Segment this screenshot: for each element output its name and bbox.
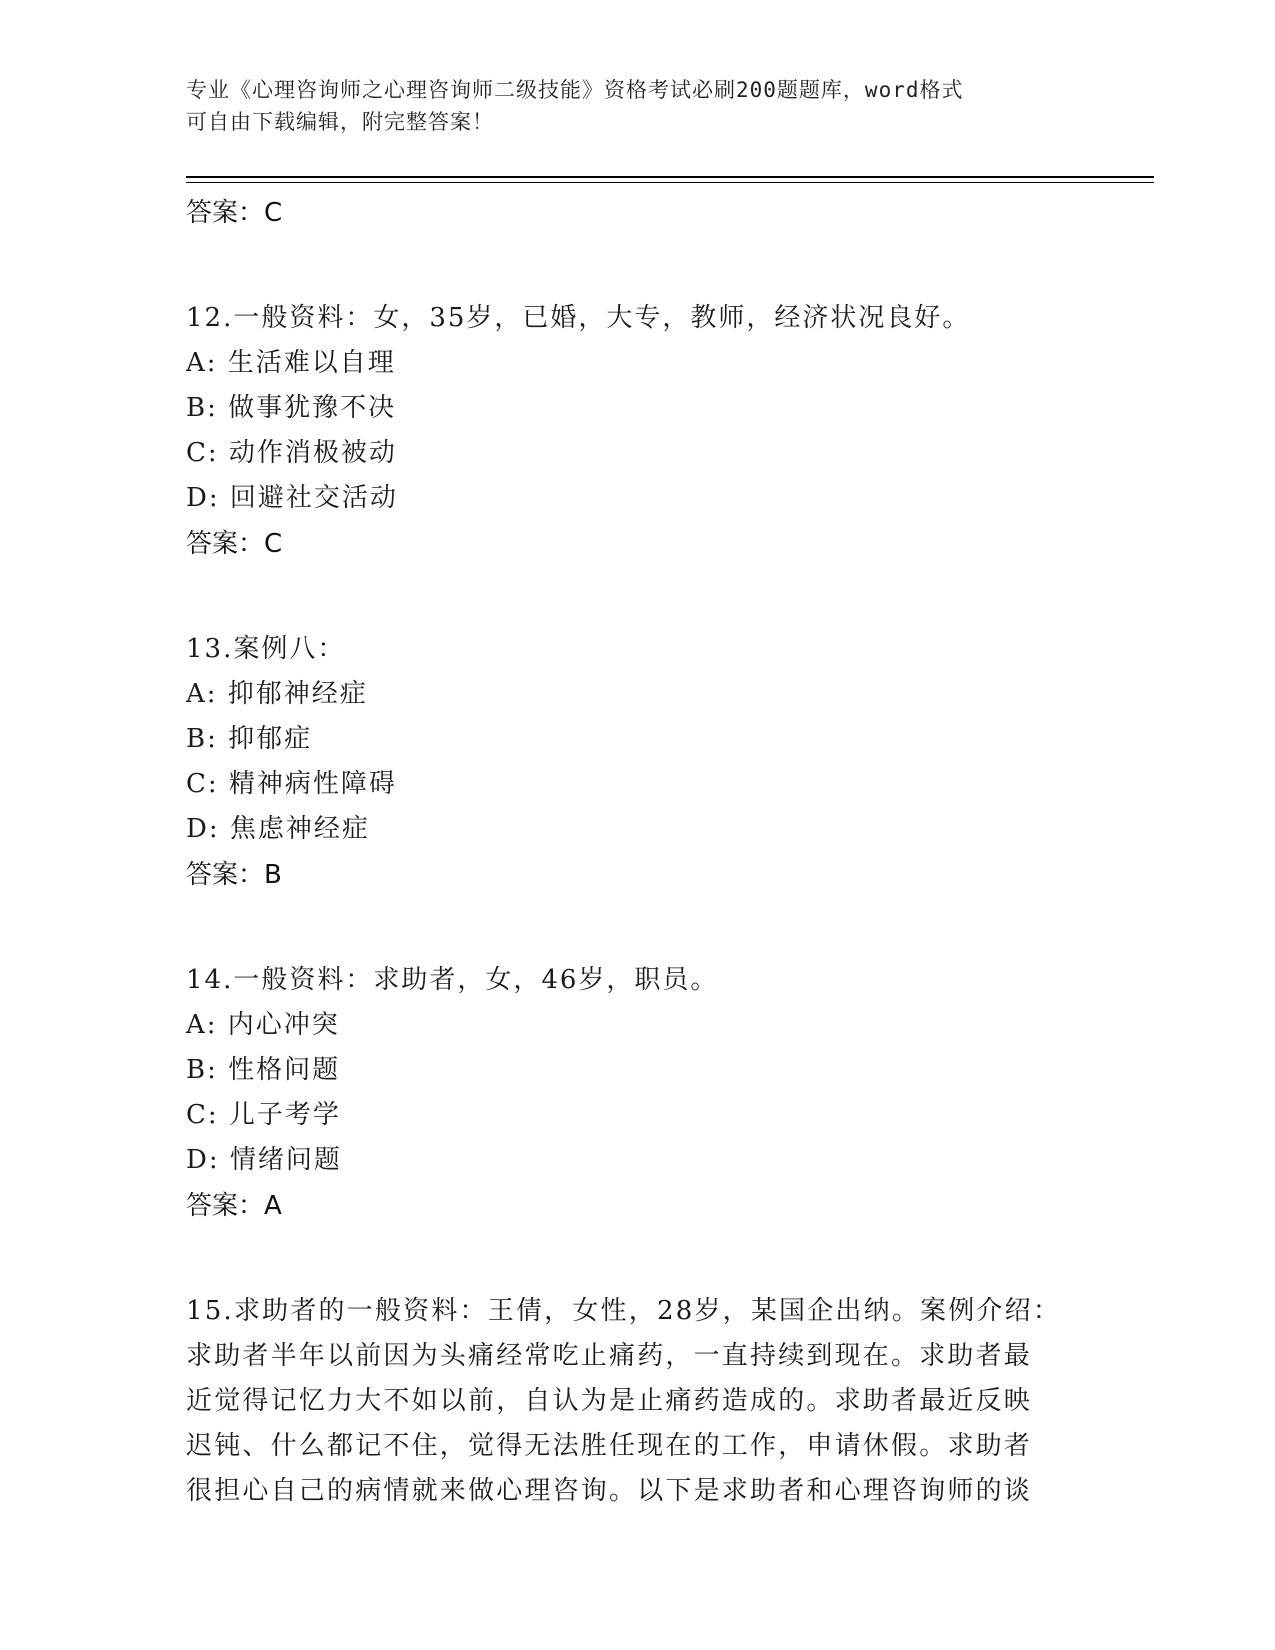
option-c: C: 精神病性障碍 xyxy=(186,769,397,799)
option-b: B: 做事犹豫不决 xyxy=(186,393,397,423)
paragraph-line: 近觉得记忆力大不如以前，自认为是止痛药造成的。求助者最近反映 xyxy=(186,1386,1033,1416)
header-line-1: 专业《心理咨询师之心理咨询师二级技能》资格考试必刷200题题库，word格式 xyxy=(186,78,964,102)
paragraph-line: 15.求助者的一般资料：王倩，女性，28岁，某国企出纳。案例介绍： xyxy=(186,1296,1062,1326)
answer: 答案：C xyxy=(186,529,283,559)
option-c: C: 儿子考学 xyxy=(186,1100,341,1130)
question-list xyxy=(186,190,1066,1514)
option-a: A: 生活难以自理 xyxy=(186,348,396,378)
paragraph-line: 很担心自己的病情就来做心理咨询。以下是求助者和心理咨询师的谈 xyxy=(186,1476,1033,1506)
answer-prev: 答案：C xyxy=(186,198,283,228)
option-b: B: 性格问题 xyxy=(186,1055,341,1085)
question-14 xyxy=(186,958,1066,1229)
answer: 答案：B xyxy=(186,860,282,890)
document-header xyxy=(186,74,1066,138)
answer: 答案：A xyxy=(186,1191,282,1221)
question-13 xyxy=(186,627,1066,898)
option-d: D: 回避社交活动 xyxy=(186,483,398,513)
question-stem: 13.案例八： xyxy=(186,634,346,664)
question-stem: 12.一般资料：女，35岁，已婚，大专，教师，经济状况良好。 xyxy=(186,303,971,333)
header-line-2: 可自由下载编辑，附完整答案！ xyxy=(186,110,494,134)
option-a: A: 抑郁神经症 xyxy=(186,679,368,709)
header-divider-thin xyxy=(186,182,1154,183)
option-d: D: 焦虑神经症 xyxy=(186,814,370,844)
header-divider-thick xyxy=(186,176,1154,178)
option-c: C: 动作消极被动 xyxy=(186,438,397,468)
option-b: B: 抑郁症 xyxy=(186,724,313,754)
option-a: A: 内心冲突 xyxy=(186,1010,340,1040)
option-d: D: 情绪问题 xyxy=(186,1145,342,1175)
question-12 xyxy=(186,296,1066,567)
question-stem: 14.一般资料：求助者，女，46岁，职员。 xyxy=(186,965,719,995)
paragraph-line: 迟钝、什么都记不住，觉得无法胜任现在的工作，申请休假。求助者 xyxy=(186,1431,1033,1461)
question-15 xyxy=(186,1289,1066,1514)
paragraph-line: 求助者半年以前因为头痛经常吃止痛药，一直持续到现在。求助者最 xyxy=(186,1341,1033,1371)
